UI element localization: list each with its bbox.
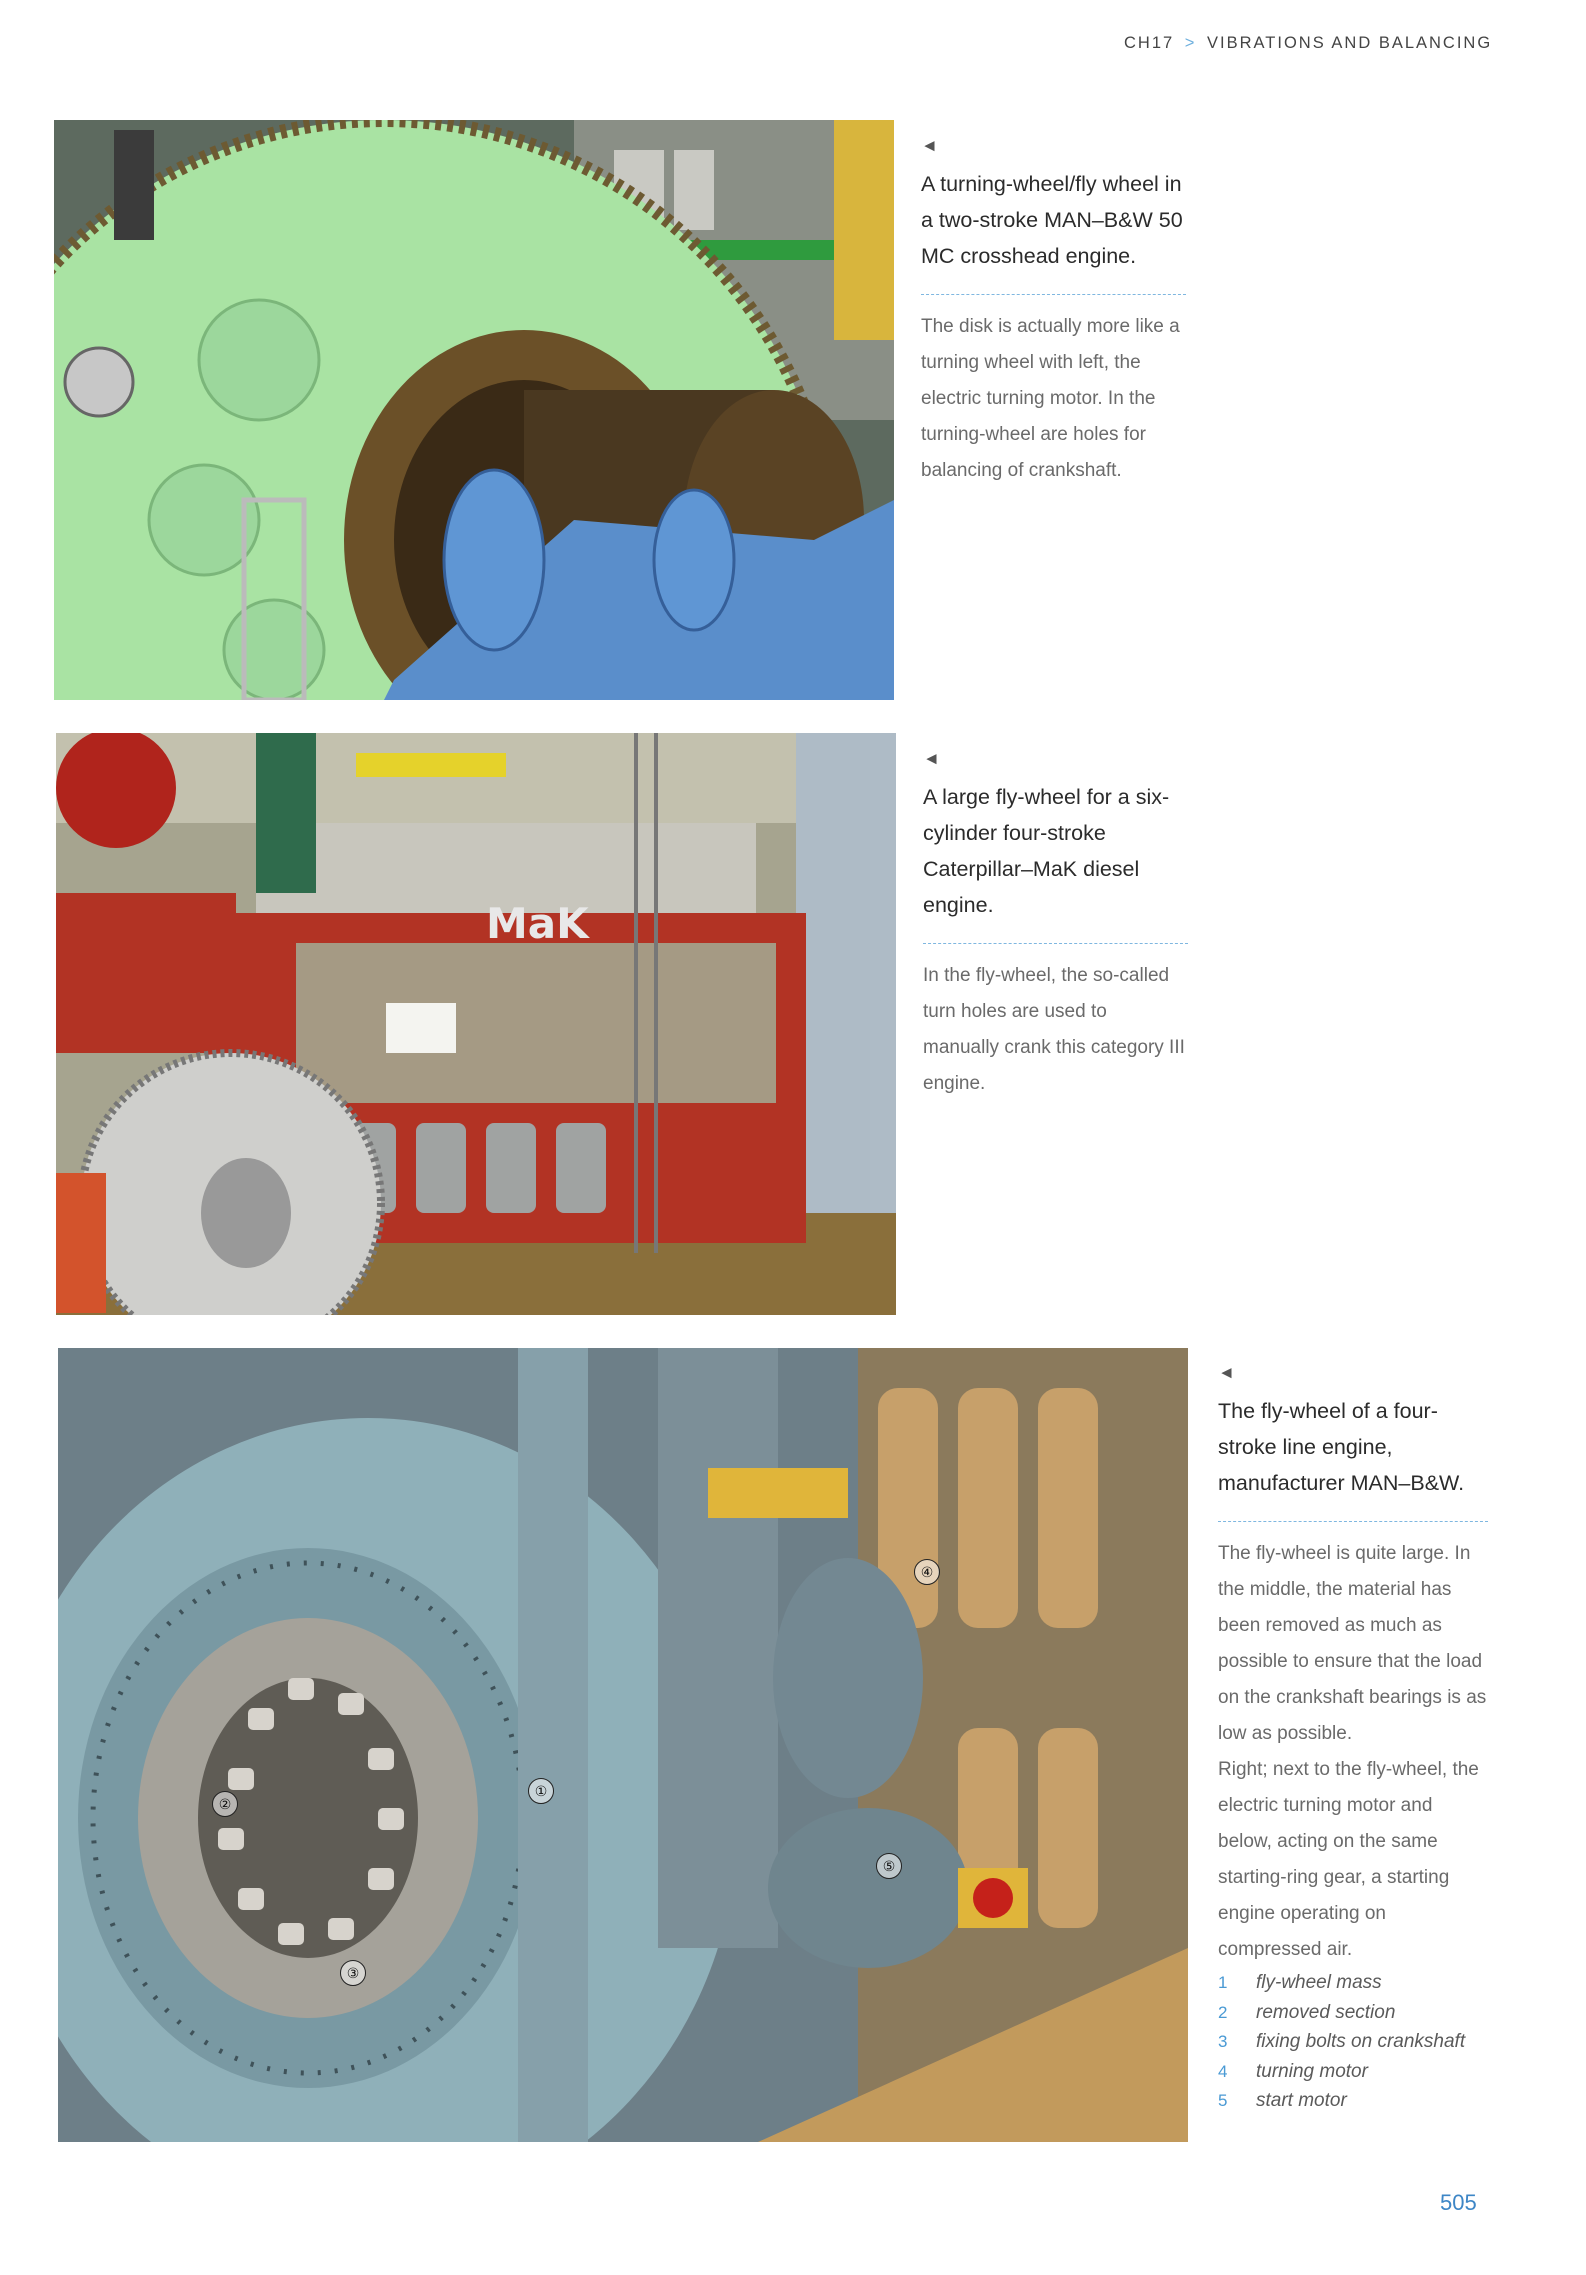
figure-3-lead: The fly-wheel of a four-stroke line engine, manufacturer MAN–B&W. [1218, 1399, 1465, 1495]
turning-wheel-illustration [54, 120, 894, 700]
mak-engine-illustration [56, 733, 896, 1315]
page-number: 505 [1440, 2190, 1477, 2215]
figure-3-caption [1218, 1364, 1488, 2116]
legend-item [1218, 1998, 1488, 2028]
legend-number: 5 [1218, 2091, 1228, 2110]
legend-item [1218, 2086, 1488, 2116]
mak-logo-text: MaK [486, 899, 589, 948]
caption-arrow-icon: ◄ [1218, 1363, 1235, 1382]
figure-1-body: The disk is actually more like a turning wheel with left, the electric turning motor. In the turning-wheel are holes for balancing of crankshaft. [921, 316, 1180, 481]
figure-1-caption [921, 137, 1186, 489]
chapter-number: CH17 [1124, 34, 1175, 52]
figure-2-caption [923, 750, 1188, 1102]
figure-2-lead: A large fly-wheel for a six-cylinder four-stroke Caterpillar–MaK diesel engine. [923, 785, 1170, 917]
photo-turning-wheel [54, 120, 894, 700]
callout-1: ① [528, 1778, 554, 1804]
legend-number: 2 [1218, 2002, 1228, 2022]
legend-label: turning motor [1256, 2060, 1368, 2082]
figure-1-lead: A turning-wheel/fly wheel in a two-stroke MAN–B&W 50 MC crosshead engine. [921, 172, 1183, 268]
legend-label: fixing bolts on crankshaft [1256, 2031, 1466, 2052]
legend-number: 3 [1218, 2032, 1228, 2051]
legend-label: removed section [1256, 2001, 1396, 2023]
caption-arrow-icon: ◄ [921, 136, 938, 155]
legend-label: start motor [1256, 2090, 1347, 2111]
figure-3-body-2: Right; next to the fly-wheel, the electric turning motor and below, acting on the same starting-ring gear, a starting engine operating on compressed air. [1218, 1759, 1479, 1960]
callout-5: ⑤ [876, 1853, 902, 1879]
caption-divider [923, 943, 1188, 944]
callout-2: ② [212, 1791, 238, 1817]
photo-mak-engine [56, 733, 896, 1315]
chapter-title: VIBRATIONS AND BALANCING [1207, 34, 1493, 52]
caption-divider [921, 294, 1186, 295]
running-header [1124, 34, 1492, 53]
callout-3: ③ [340, 1960, 366, 1986]
callout-4: ④ [914, 1559, 940, 1585]
legend-number: 1 [1218, 1973, 1228, 1992]
legend-number: 4 [1218, 2061, 1228, 2081]
legend-label: fly-wheel mass [1256, 1972, 1382, 1993]
caption-divider [1218, 1521, 1488, 1522]
header-separator: > [1184, 34, 1197, 52]
legend-item [1218, 2027, 1488, 2057]
legend-item [1218, 1968, 1488, 1998]
figure-3-body: The fly-wheel is quite large. In the middle, the material has been removed as much as possible to ensure that the load on the crankshaft bearings is as low as possible. [1218, 1543, 1487, 1744]
photo-flywheel-man-bw [58, 1348, 1188, 2142]
flywheel-illustration [58, 1348, 1188, 2142]
caption-arrow-icon: ◄ [923, 749, 940, 768]
legend-item [1218, 2057, 1488, 2087]
figure-2-body: In the fly-wheel, the so-called turn holes are used to manually crank this category III engine. [923, 965, 1185, 1094]
figure-3-legend [1218, 1968, 1488, 2116]
